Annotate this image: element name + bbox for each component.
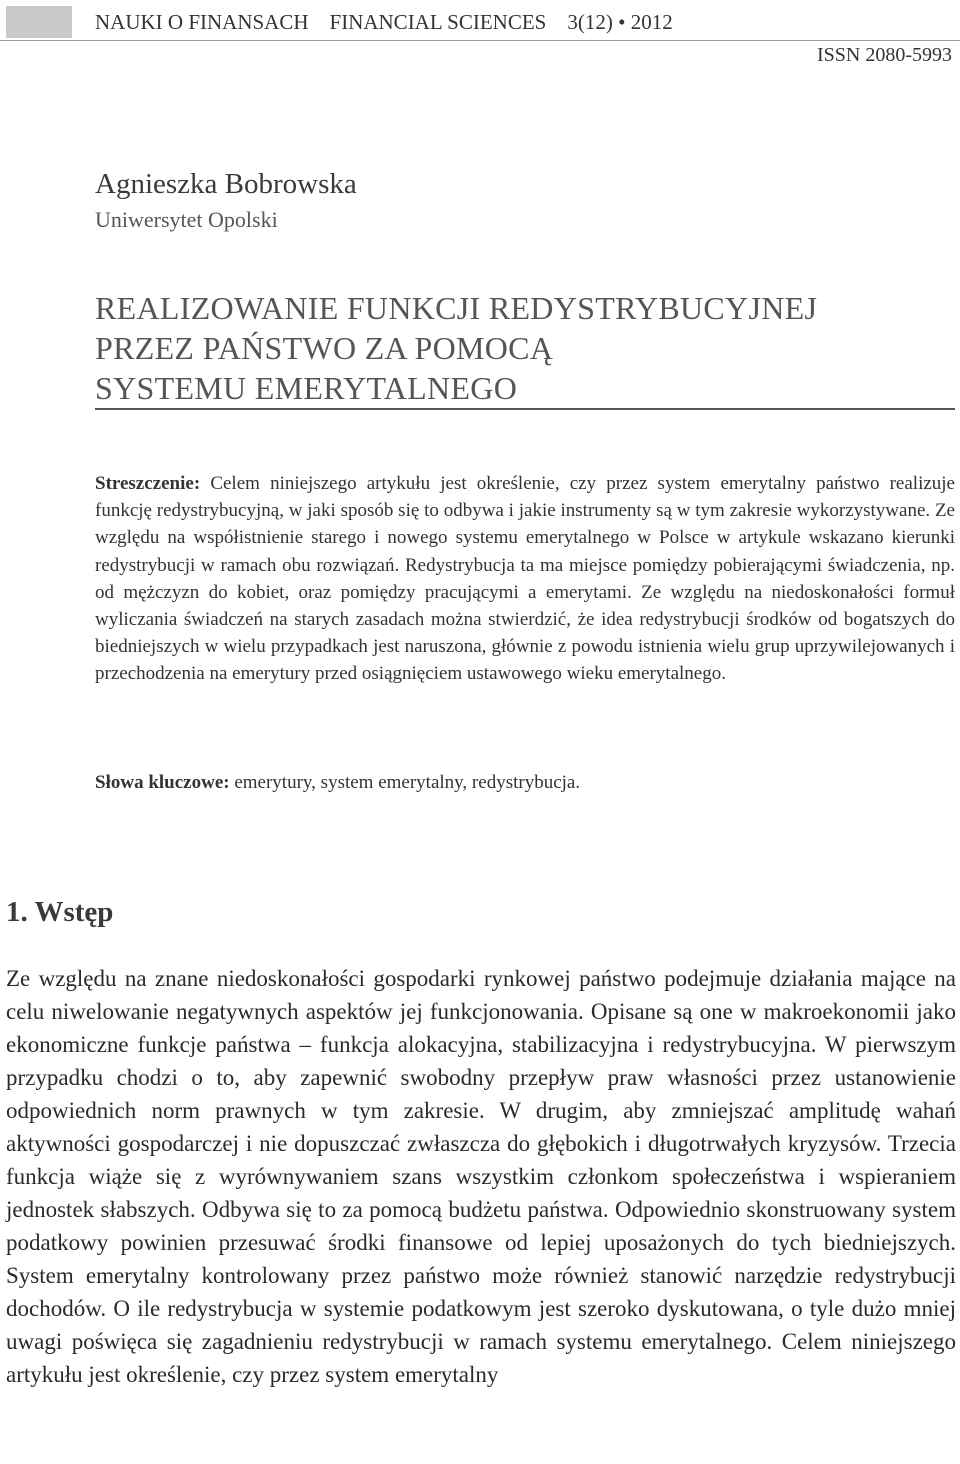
journal-line <box>95 10 673 35</box>
journal-separator: • <box>618 10 626 34</box>
author-name: Agnieszka Bobrowska <box>95 168 357 200</box>
article-title <box>95 288 817 408</box>
journal-issue: 3(12) <box>567 10 613 34</box>
keywords-label: Słowa kluczowe: <box>95 772 230 793</box>
journal-name-en: FINANCIAL SCIENCES <box>329 10 547 34</box>
journal-year: 2012 <box>630 10 673 34</box>
title-rule <box>95 408 955 410</box>
running-header <box>0 0 960 44</box>
keywords <box>95 772 580 794</box>
header-rule <box>0 40 960 41</box>
title-line: PRZEZ PAŃSTWO ZA POMOCĄ <box>95 330 554 366</box>
author-affiliation: Uniwersytet Opolski <box>95 207 278 232</box>
title-line: REALIZOWANIE FUNKCJI REDYSTRYBUCYJNEJ <box>95 290 818 326</box>
abstract-label: Streszczenie: <box>95 473 201 494</box>
issn: ISSN 2080-5993 <box>816 44 952 66</box>
section-body: Ze względu na znane niedoskonałości gospodarki rynkowej państwo podejmuje działania mające na celu niwelowanie negatywnych aspektów jej funkcjonowania. Opisane są one w makroekonomii jako ekonomiczne funkcje państwa – funkcja alokacyjna, stabilizacyjna i redystrybucyjna. W pierwszym przypadku chodzi o to, aby zapewnić swobodny przepływ praw własności przez ustanowienie odpowiednich norm prawnych w tym zakresie. W drugim, aby zmniejszać amplitudę wahań aktywności gospodarczej i nie dopuszczać zwłaszcza do głębokich i długotrwałych kryzysów. Trzecia funkcja wiąże się z wyrównywaniem szans wszystkim członkom społeczeństwa i wspieraniem jednostek słabszych. Odbywa się to za pomocą budżetu państwa. Odpowiednio skonstruowany system podatkowy powinien przesuwać środki finansowe od lepiej uposażonych do tych biedniejszych. System emerytalny kontrolowany przez państwo może również stanowić narzędzie redystrybucji dochodów. O ile redystrybucja w systemie podatkowym jest szeroko dyskutowana, o tyle dużo mniej uwagi poświęca się zagadnieniu redystrybucji w ramach systemu emerytalnego. Celem niniejszego artykułu jest określenie, czy przez system emerytalny <box>6 966 956 1387</box>
keywords-text: emerytury, system emerytalny, redystrybucja. <box>229 772 581 793</box>
abstract-text: Celem niniejszego artykułu jest określenie, czy przez system emerytalny państwo realizuje funkcję redystrybucyjną, w jaki sposób się to odbywa i jakie instrumenty są w tym zakresie wykorzystywane. Ze względu na współistnienie starego i nowego systemu emerytalnego w Polsce w artykule wskazano kierunki redystrybucji w ramach obu rozwiązań. Redystrybucja ta ma miejsce pomiędzy pobierającymi świadczenia, np. od mężczyzn do kobiet, oraz pomiędzy pracującymi a emerytami. Ze względu na niedoskonałości formuł wyliczania świadczeń na starych zasadach można stwierdzić, że idea redystrybucji środków od bogatszych do biedniejszych w wielu przypadkach jest naruszona, głównie z powodu istnienia wielu grup uprzywilejowanych i przechodzenia na emerytury przed osiągnięciem ustawowego wieku emerytalnego. <box>95 473 955 685</box>
header-shade-block <box>6 6 72 38</box>
abstract <box>95 470 955 688</box>
title-line: SYSTEMU EMERYTALNEGO <box>95 370 518 406</box>
section-heading: 1. Wstęp <box>6 896 114 928</box>
journal-name-pl: NAUKI O FINANSACH <box>95 10 309 34</box>
